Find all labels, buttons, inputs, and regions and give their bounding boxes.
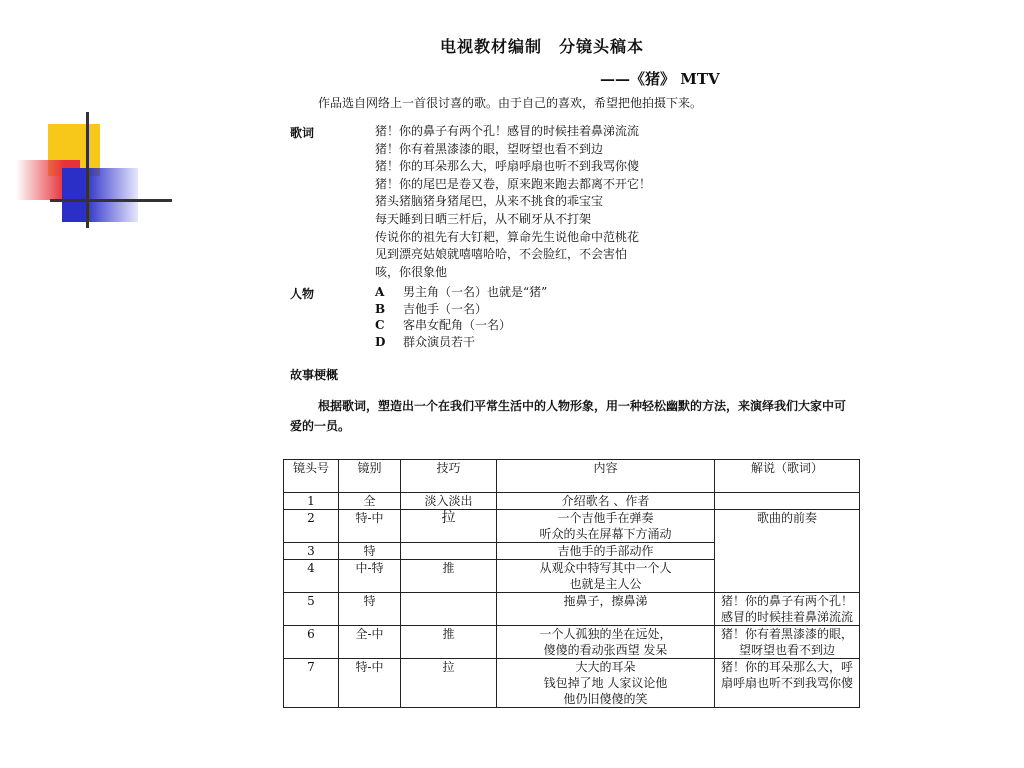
lyric-line: 猪！你的耳朵那么大，呼扇呼扇也听不到我骂你傻 xyxy=(375,159,640,174)
cell-shot-number: 6 xyxy=(284,626,339,659)
cell-shot-number: 5 xyxy=(284,593,339,626)
cell-content: 一个吉他手在弹奏 听众的头在屏幕下方涌动 xyxy=(497,510,715,543)
cell-narration: 猪！你有着黑漆漆的眼，望呀望也看不到边 xyxy=(715,626,860,659)
cell-content: 吉他手的手部动作 xyxy=(497,543,715,560)
header-technique: 技巧 xyxy=(401,460,497,493)
cell-shot-type: 特-中 xyxy=(339,659,401,708)
cell-technique: 推 xyxy=(401,560,497,593)
cell-narration xyxy=(715,493,860,510)
lyric-line: 传说你的祖先有大钉耙，算命先生说他命中范桃花 xyxy=(375,229,640,244)
cell-content: 一个人孤独的坐在远处， 傻傻的看动张西望 发呆 xyxy=(497,626,715,659)
characters-label: 人物 xyxy=(290,287,315,301)
lyric-line: 每天睡到日晒三杆后，从不刷牙从不打架 xyxy=(375,211,592,226)
cell-shot-number: 7 xyxy=(284,659,339,708)
lyric-line: 见到漂亮姑娘就嘻嘻哈哈，不会脸红，不会害怕 xyxy=(375,247,628,262)
lyric-line: 猪！你有着黑漆漆的眼，望呀望也看不到边 xyxy=(375,141,604,156)
lyrics-label: 歌词 xyxy=(290,126,315,140)
lyrics-block xyxy=(375,123,651,281)
document-subtitle: ——《猪》 MTV xyxy=(600,70,720,88)
document-title: 电视教材编制 分镜头稿本 xyxy=(440,37,645,56)
lyric-line: 猪！你的尾巴是卷又卷，原来跑来跑去都离不开它！ xyxy=(375,176,652,191)
character-item: A 男主角（一名）也就是“猪” xyxy=(375,285,548,299)
cell-technique: 推 xyxy=(401,626,497,659)
table-row xyxy=(284,659,860,708)
character-item: B 吉他手（一名） xyxy=(375,301,488,316)
cell-technique xyxy=(401,593,497,626)
cell-shot-type: 特 xyxy=(339,593,401,626)
cell-technique: 淡入淡出 xyxy=(401,493,497,510)
cell-narration: 猪！你的耳朵那么大，呼扇呼扇也听不到我骂你傻 xyxy=(715,659,860,708)
table-row xyxy=(284,593,860,626)
table-row xyxy=(284,493,860,510)
cell-content: 拖鼻子，擦鼻涕 xyxy=(497,593,715,626)
cell-content: 从观众中特写其中一个人 也就是主人公 xyxy=(497,560,715,593)
header-shot-type: 镜别 xyxy=(339,460,401,493)
cell-content: 大大的耳朵 钱包掉了地 人家议论他 他仍旧傻傻的笑 xyxy=(497,659,715,708)
character-item: D 群众演员若干 xyxy=(375,334,476,349)
story-label: 故事梗概 xyxy=(290,368,339,382)
cell-content: 介绍歌名 、作者 xyxy=(497,493,715,510)
lyric-line: 猪头猪脑猪身猪尾巴，从来不挑食的乖宝宝 xyxy=(375,194,604,209)
intro-text: 作品选自网络上一首很讨喜的歌。由于自己的喜欢，希望把他拍摄下来。 xyxy=(318,96,703,110)
characters-list xyxy=(375,284,547,350)
cell-shot-number: 2 xyxy=(284,510,339,543)
table-row xyxy=(284,510,860,543)
cell-technique: 拉 xyxy=(401,510,497,543)
story-summary: 根据歌词，塑造出一个在我们平常生活中的人物形象，用一种轻松幽默的方法，来演绎我们大家中可爱的一员。 xyxy=(290,399,847,433)
table-header-row xyxy=(284,460,860,493)
lyric-line: 咳，你很象他 xyxy=(375,264,448,279)
cell-shot-type: 全-中 xyxy=(339,626,401,659)
cell-shot-type: 特 xyxy=(339,543,401,560)
table-row xyxy=(284,626,860,659)
cell-technique: 拉 xyxy=(401,659,497,708)
lyric-line: 猪！你的鼻子有两个孔！感冒的时候挂着鼻涕流流 xyxy=(375,124,640,138)
cell-shot-type: 中-特 xyxy=(339,560,401,593)
header-narration: 解说（歌词） xyxy=(715,460,860,493)
cell-technique xyxy=(401,543,497,560)
cell-shot-type: 全 xyxy=(339,493,401,510)
cell-narration: 猪！你的鼻子有两个孔！感冒的时候挂着鼻涕流流 xyxy=(715,593,860,626)
cell-narration: 歌曲的前奏 xyxy=(715,510,860,593)
character-item: C 客串女配角（一名） xyxy=(375,318,512,332)
cell-shot-number: 3 xyxy=(284,543,339,560)
storyboard-table xyxy=(283,459,860,708)
header-shot-number: 镜头号 xyxy=(284,460,339,493)
cell-shot-number: 1 xyxy=(284,493,339,510)
cell-shot-type: 特-中 xyxy=(339,510,401,543)
header-content: 内容 xyxy=(497,460,715,493)
cell-shot-number: 4 xyxy=(284,560,339,593)
